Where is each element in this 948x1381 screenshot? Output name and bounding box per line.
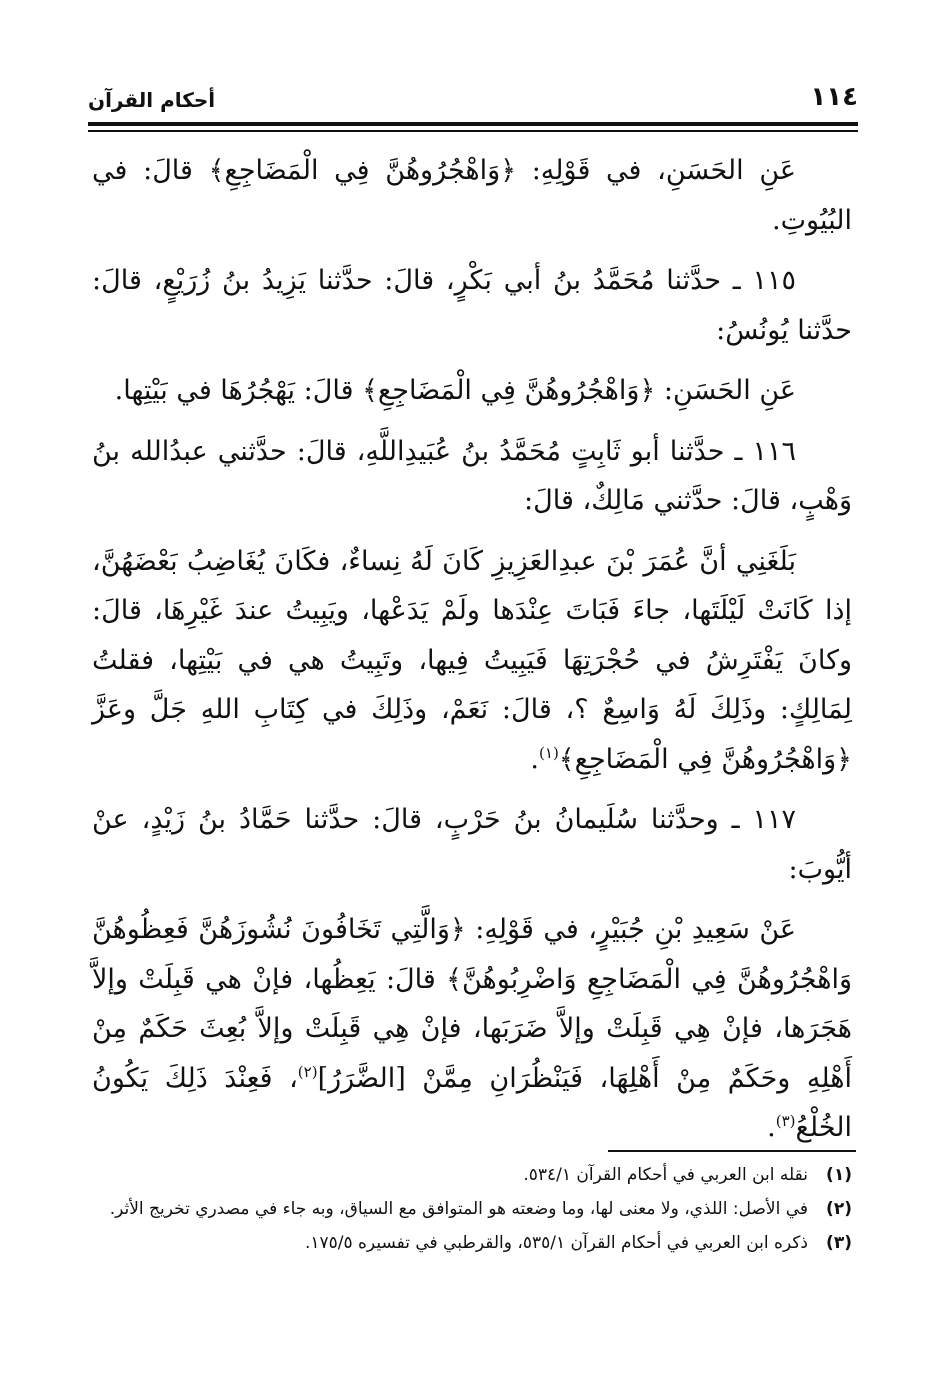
header-rule-thick — [88, 122, 858, 126]
paragraph-5-end: . — [530, 743, 540, 775]
paragraph-5 — [92, 537, 852, 785]
paragraph-7-cont: ، فَعِنْدَ ذَلِكَ يَكُونُ الخُلْعُ — [92, 1062, 852, 1143]
footnote-text: نقله ابن العربي في أحكام القرآن ٥٣٤/١. — [523, 1165, 808, 1185]
footnote-2 — [92, 1194, 852, 1224]
paragraph-7-end: . — [767, 1112, 776, 1143]
footnote-3 — [92, 1228, 852, 1258]
paragraph-4: ١١٦ ـ حدَّثنا أبو ثَابِتٍ مُحَمَّدُ بنُ عُبَيدِاللَّهِ، قالَ: حدَّثني عبدُالله بنُ وَهْبٍ، قالَ: حدَّثني مَالِكٌ، قالَ: — [92, 435, 852, 516]
paragraph-7-text: عَنْ سَعِيدِ بْنِ جُبَيْرٍ، في قَوْلِهِ: ﴿وَالَّتِي تَخَافُونَ نُشُوزَهُنَّ فَعِظُوهُنَّ وَاهْجُرُوهُنَّ فِي الْمَضَاجِعِ وَاضْرِبُوهُنَّ﴾ قالَ: يَعِظُها، فإنْ هي قَبِلَتْ وإلاَّ هَجَرَها، فإنْ هِي قَبِلَتْ وإلاَّ ضَرَبَها، فإنْ هِي قَبِلَتْ وإلاَّ بُعِثَ حَكَمٌ مِنْ أَهْلِهِ وحَكَمٌ مِنْ أَهْلِهَا، فَيَنْظُرَانِ مِمَّنْ [الضَّرَرُ] — [92, 914, 853, 1094]
paragraph-2: ١١٥ ـ حدَّثنا مُحَمَّدُ بنُ أبي بَكْرٍ، قالَ: حدَّثنا يَزِيدُ بنُ زُرَيْعٍ، قالَ: حدَّثنا يُونُسُ: — [92, 265, 852, 346]
footnote-number: (٣) — [826, 1233, 852, 1253]
footnote-text: ذكره ابن العربي في أحكام القرآن ٥٣٥/١، والقرطبي في تفسيره ١٧٥/٥. — [304, 1233, 808, 1253]
footnotes — [92, 1160, 852, 1262]
page-header — [88, 78, 858, 112]
footnote-1 — [92, 1160, 852, 1190]
running-title: أحكام القرآن — [88, 88, 216, 112]
paragraph-3: عَنِ الحَسَنِ: ﴿وَاهْجُرُوهُنَّ فِي الْمَضَاجِعِ﴾ قالَ: يَهْجُرُهَا في بَيْتِها. — [114, 375, 796, 406]
paragraph-1: عَنِ الحَسَنِ، في قَوْلِهِ: ﴿وَاهْجُرُوهُنَّ فِي الْمَضَاجِعِ﴾ قالَ: في البُيُوتِ. — [92, 155, 852, 236]
footnote-ref-1: (١) — [539, 743, 559, 762]
footnote-text: في الأصل: اللذي، ولا معنى لها، وما وضعته هو المتوافق مع السياق، وبه جاء في مصدري تخريج الأثر. — [109, 1199, 808, 1219]
footnote-separator — [608, 1150, 856, 1152]
paragraph-7 — [92, 905, 852, 1153]
footnote-number: (٢) — [826, 1199, 852, 1219]
paragraph-6: ١١٧ ـ وحدَّثنا سُلَيمانُ بنُ حَرْبٍ، قالَ: حدَّثنا حَمَّادُ بنُ زَيْدٍ، عنْ أيُّوبَ: — [92, 804, 852, 885]
footnote-ref-2: (٢) — [297, 1062, 318, 1081]
page-number: ١١٤ — [810, 82, 858, 112]
header-rule-thin — [88, 130, 858, 132]
footnote-ref-3: (٣) — [775, 1112, 796, 1130]
footnote-number: (١) — [826, 1165, 852, 1185]
main-text — [92, 146, 852, 1164]
paragraph-5-text: بَلَغَنِي أنَّ عُمَرَ بْنَ عبدِالعَزِيزِ كَانَ لَهُ نِساءٌ، فكَانَ يُغَاضِبُ بَعْضَهُنَّ، إذا كَانَتْ لَيْلَتَها، جاءَ فَبَاتَ عِنْدَها ولَمْ يَدَعْها، ويَبِيتُ عندَ غَيْرِهَا، قالَ: وكانَ يَفْتَرِشُ في حُجْرَتِهَا فَيَبِيتُ فِيها، وتَبِيتُ هي في بَيْتِها، فقلتُ لِمَالِكٍ: وذَلِكَ لَهُ وَاسِعٌ ؟، قالَ: نَعَمْ، وذَلِكَ في كِتَابِ اللهِ جَلَّ وعَزَّ ﴿وَاهْجُرُوهُنَّ فِي الْمَضَاجِعِ﴾ — [92, 545, 852, 775]
